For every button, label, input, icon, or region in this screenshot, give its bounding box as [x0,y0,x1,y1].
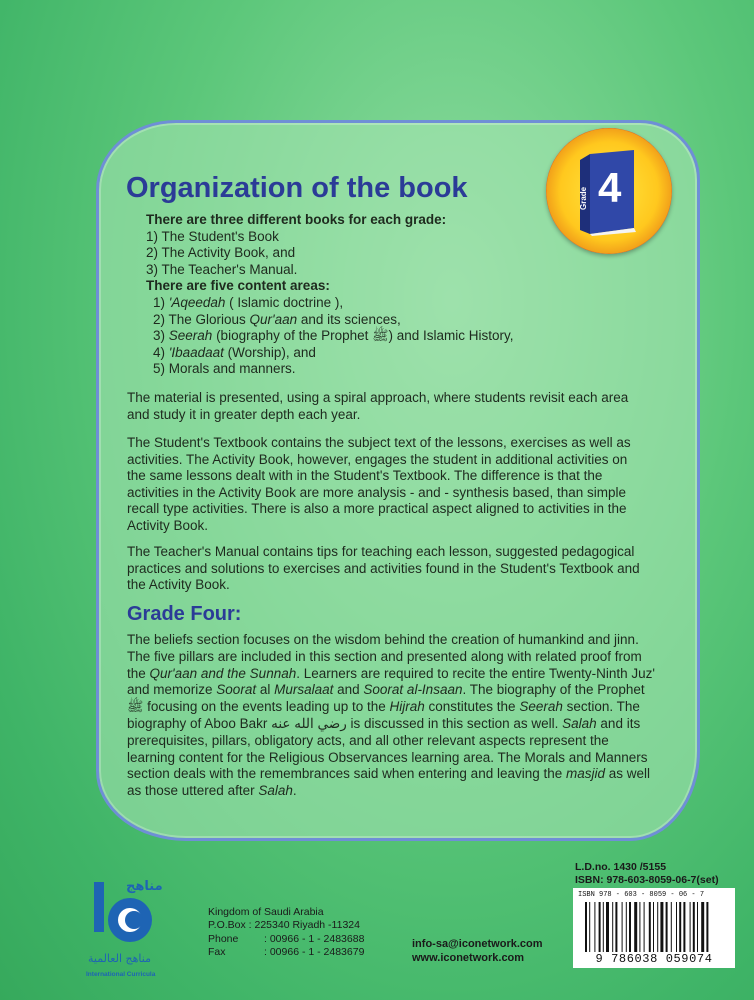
book-item: 3) The Teacher's Manual. [146,261,298,277]
website-text: www.iconetwork.com [412,952,525,964]
contact-block [412,937,543,965]
book-item: 1) The Student's Book [146,228,279,244]
grade-heading: Grade Four: [127,603,242,625]
address-line: P.O.Box : 225340 Riyadh -11324 [208,919,360,932]
email-text: info-sa@iconetwork.com [412,938,543,950]
phone-row: Phone : 00966 - 1 - 2483688 [208,932,365,945]
address-block [208,906,364,960]
barcode-digits: 9 786038 059074 [595,952,713,966]
areas-heading: There are five content areas: [146,278,330,294]
area-item: 2) The Glorious Qur'aan and its sciences, [153,311,401,327]
page-title: Organization of the book [126,172,468,204]
book-item: 2) The Activity Book, and [146,245,296,261]
badge-number: 4 [598,164,622,211]
fax-row: Fax : 00966 - 1 - 2483679 [208,946,365,959]
badge-grade-word: Grade [579,186,588,210]
grade-paragraph: The beliefs section focuses on the wisdom behind the creation of humankind and jinn. The five pillars are included in this section and presented along with related proof from the Qur'aan and the Sunnah. Learners are required to recite the entire Twenty-Ninth Juz' and memorize Soorat al Mursalaat and Soorat al-Insaan. The biography of the Prophet ﷺ focusing on the events leading up to the Hijrah constitutes the Seerah section. The biography of Aboo Bakr رضي الله عنه is discussed in this section as well. Salah and its prerequisites, pillars, obligatory acts, and all other relevant aspects represent the learning content for the Religious Observances learning area. The Morals and Manners section deals with the remembrances said when entering and leaving the masjid as well as those uttered after Salah. [127,632,655,799]
intro-section [146,212,586,378]
grade-badge [546,128,672,254]
publisher-logo [84,868,174,986]
logo-english: International Curricula [86,971,156,978]
legal-block [575,861,719,886]
area-item: 5) Morals and manners. [153,361,296,377]
paragraph-teacher-manual: The Teacher's Manual contains tips for teaching each lesson, suggested pedagogical practices and solutions to exercises and activities found in the Student's Textbook and the Activity Book. [127,544,640,593]
book-icon [576,148,640,236]
legal-deposit: L.D.no. 1430 /5155 [575,861,667,873]
paragraph-textbook: The Student's Textbook contains the subject text of the lessons, exercises as well as activities. The Activity Book, however, engages the student in additional activities on the same lessons dealt with in the Student's Textbook. The difference is that the activities in the Activity Book are more analysis - and - synthesis based, than simple recall type activities. There is also a more practical aspect aligned to activities in the Activity Book. [127,435,631,533]
area-item: 3) Seerah (biography of the Prophet ﷺ) and Islamic History, [153,328,514,344]
area-item: 1) 'Aqeedah ( Islamic doctrine ), [153,294,344,310]
area-item: 4) 'Ibaadaat (Worship), and [153,344,316,360]
logo-arabic-bottom: مناهج العالمية [88,952,151,965]
barcode-isbn: ISBN 978 - 603 - 8059 - 06 - 7 [578,891,705,899]
barcode-bars [585,902,729,952]
logo-arabic-top: مناهج [126,879,163,894]
isbn-set: ISBN: 978-603-8059-06-7(set) [575,873,719,886]
address-line: Kingdom of Saudi Arabia [208,906,324,918]
books-heading: There are three different books for each grade: [146,212,447,227]
barcode [573,888,735,968]
paragraph-spiral: The material is presented, using a spiral approach, where students revisit each area and study it in greater depth each year. [127,390,629,422]
